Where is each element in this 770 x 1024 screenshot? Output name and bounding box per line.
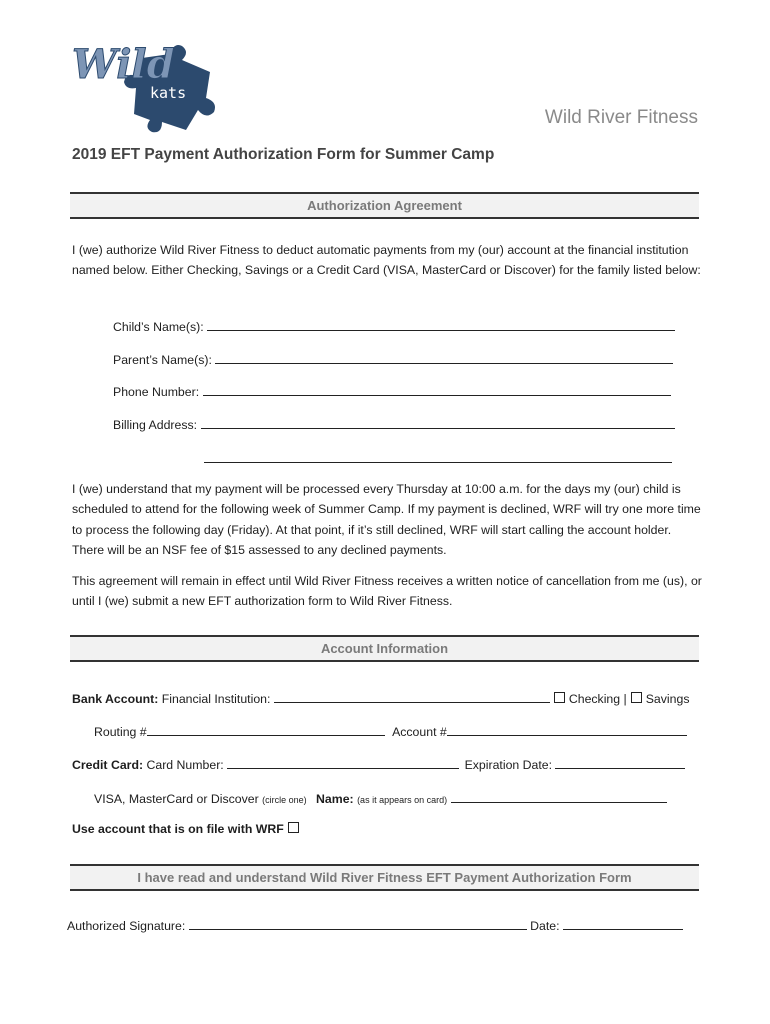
bank-account-label: Bank Account: [72, 692, 159, 706]
child-names-label: Child’s Name(s): [113, 320, 204, 334]
cardholder-name-label: Name: [316, 792, 354, 806]
billing-address-row [113, 415, 675, 432]
intro-paragraph: I (we) authorize Wild River Fitness to deduct automatic payments from my (our) account at the financial institution named below. Either Checking, Savings or a Credit Card (VISA, MasterCard or Discover) for the family listed below: [72, 243, 701, 278]
bank-account-row [72, 689, 689, 706]
section-header-acknowledge: I have read and understand Wild River Fitness EFT Payment Authorization Form [70, 864, 699, 891]
phone-field[interactable] [203, 382, 671, 396]
wild-kats-logo [70, 36, 220, 136]
savings-label: Savings [645, 692, 690, 706]
card-types-text: VISA, MasterCard or Discover [94, 792, 259, 806]
circle-one-note: (circle one) [262, 795, 307, 805]
signature-label: Authorized Signature: [67, 919, 186, 933]
routing-account-row [94, 722, 687, 739]
parent-names-row [113, 350, 673, 367]
cancellation-paragraph: This agreement will remain in effect until Wild River Fitness receives a written notice of cancellation from me (us), or until I (we) submit a new EFT authorization form to Wild River Fitness. [72, 574, 702, 609]
savings-checkbox[interactable] [631, 692, 642, 703]
parent-names-field[interactable] [215, 350, 673, 364]
organization-name: Wild River Fitness [544, 107, 698, 128]
card-number-field[interactable] [227, 755, 459, 769]
billing-address-label: Billing Address: [113, 418, 198, 432]
logo-main-text: Wild [72, 41, 175, 88]
child-names-field[interactable] [207, 317, 675, 331]
account-number-label: Account # [392, 725, 447, 739]
credit-card-label: Credit Card: [72, 758, 144, 772]
section-header-authorization: Authorization Agreement [70, 192, 699, 219]
checking-checkbox[interactable] [554, 692, 565, 703]
form-title: 2019 EFT Payment Authorization Form for Summer Camp [72, 146, 495, 163]
expiration-label: Expiration Date: [464, 758, 553, 772]
use-on-file-row [72, 822, 303, 836]
section-header-account: Account Information [70, 635, 699, 662]
as-appears-note: (as it appears on card) [357, 795, 448, 805]
routing-label: Routing # [94, 725, 147, 739]
use-on-file-label: Use account that is on file with WRF [72, 822, 284, 836]
routing-field[interactable] [147, 722, 385, 736]
signature-field[interactable] [189, 916, 527, 930]
billing-address-field-line2[interactable] [204, 448, 672, 463]
parent-names-label: Parent’s Name(s): [113, 353, 212, 367]
expiration-field[interactable] [555, 755, 685, 769]
date-field[interactable] [563, 916, 683, 930]
institution-field[interactable] [274, 689, 550, 703]
phone-label: Phone Number: [113, 385, 200, 399]
card-type-row [94, 789, 667, 806]
institution-label: Financial Institution: [161, 692, 271, 706]
checking-label: Checking | [568, 692, 627, 706]
credit-card-row [72, 755, 685, 772]
phone-row [113, 382, 671, 399]
account-number-field[interactable] [447, 722, 687, 736]
cardholder-name-field[interactable] [451, 789, 667, 803]
child-names-row [113, 317, 675, 334]
processing-paragraph: I (we) understand that my payment will be processed every Thursday at 10:00 a.m. for the days my (our) child is scheduled to attend for the following week of Summer Camp. If my payment is declined, WRF will try one more time to process the following day (Friday). At that point, if it’s still declined, WRF will start calling the account holder. There will be an NSF fee of $15 assessed to any declined payments. [72, 482, 701, 557]
card-number-label: Card Number: [146, 758, 224, 772]
signature-row [67, 916, 683, 933]
logo-sub-text: kats [150, 84, 187, 102]
billing-address-field[interactable] [201, 415, 675, 429]
date-label: Date: [530, 919, 560, 933]
use-on-file-checkbox[interactable] [288, 822, 299, 833]
puzzle-piece-icon [70, 36, 220, 136]
